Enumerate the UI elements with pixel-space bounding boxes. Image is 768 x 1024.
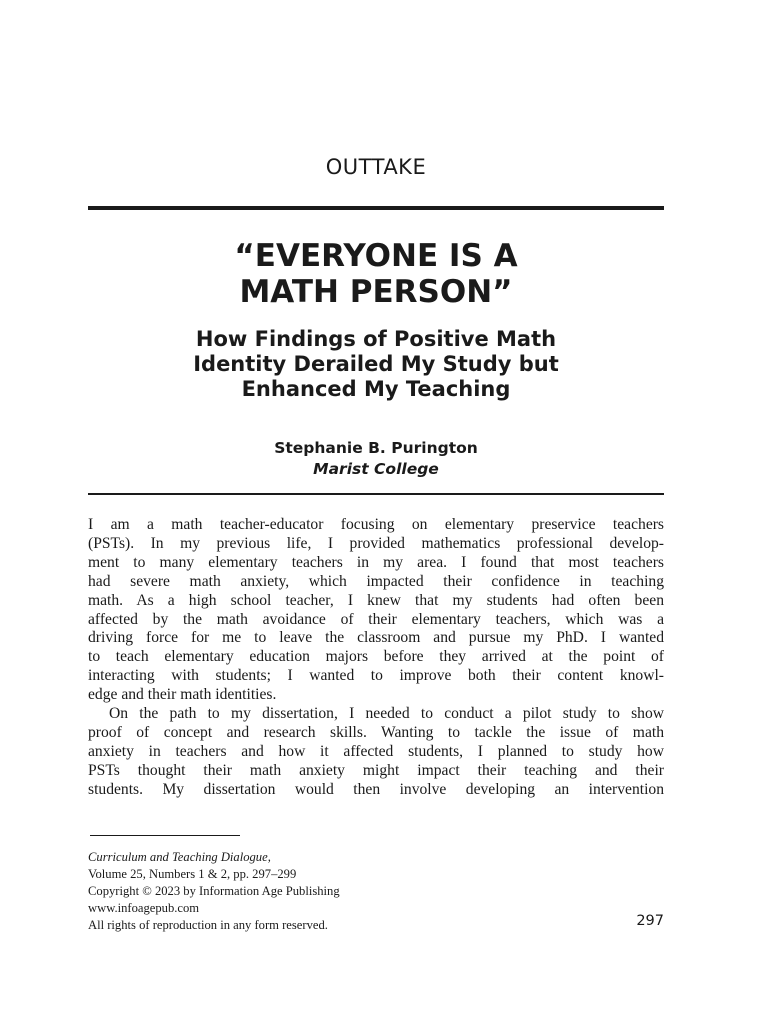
body-line: I am a math teacher-educator focusing on elementary preservice teachers (88, 516, 664, 533)
article-title (88, 238, 664, 310)
body-line: affected by the math avoidance of their elementary teachers, which was a (88, 610, 664, 628)
body-line: anxiety in teachers and how it affected students, I planned to study how (88, 742, 664, 760)
title-line: “EVERYONE IS A (234, 238, 518, 274)
author-name: Stephanie B. Purington (274, 439, 478, 457)
footnote-volume: Volume 25, Numbers 1 & 2, pp. 297–299 (88, 867, 297, 881)
section-label: OUTTAKE (325, 155, 427, 179)
header-rule (88, 206, 664, 210)
body-text (88, 516, 664, 800)
footnote-website: www.infoagepub.com (88, 901, 200, 915)
body-line: driving force for me to leave the classroom and pursue my PhD. I wanted (88, 629, 664, 647)
title-block-rule (88, 493, 664, 495)
body-line: On the path to my dissertation, I needed to conduct a pilot study to show (109, 705, 664, 723)
body-line: proof of concept and research skills. Wanting to tackle the issue of math (88, 723, 664, 741)
body-line: interacting with students; I wanted to improve both their content knowl- (88, 667, 664, 685)
body-line: edge and their math identities. (88, 686, 277, 704)
body-line: had severe math anxiety, which impacted their confidence in teaching (88, 572, 664, 590)
footnote (88, 849, 508, 934)
body-line: students. My dissertation would then involve developing an intervention (88, 780, 664, 798)
subtitle-line: How Findings of Positive Math (195, 327, 557, 351)
body-line: PSTs thought their math anxiety might impact their teaching and their (88, 761, 664, 779)
author-affiliation: Marist College (313, 460, 439, 478)
body-line: to teach elementary education majors before they arrived at the point of (88, 648, 664, 666)
body-line: ment to many elementary teachers in my area. I found that most teachers (88, 553, 664, 571)
subtitle-line: Enhanced My Teaching (241, 377, 511, 401)
footnote-copyright: Copyright © 2023 by Information Age Publishing (88, 884, 340, 898)
footnote-rule (90, 835, 240, 836)
body-line: math. As a high school teacher, I knew that my students had often been (88, 591, 664, 609)
article-subtitle (88, 327, 664, 402)
footnote-journal: Curriculum and Teaching Dialogue, (88, 850, 271, 864)
footnote-rights: All rights of reproduction in any form reserved. (88, 918, 328, 932)
body-line: (PSTs). In my previous life, I provided mathematics professional develop- (88, 534, 664, 552)
page-number: 297 (636, 913, 664, 929)
subtitle-line: Identity Derailed My Study but (193, 352, 559, 376)
title-line: MATH PERSON” (239, 274, 513, 310)
